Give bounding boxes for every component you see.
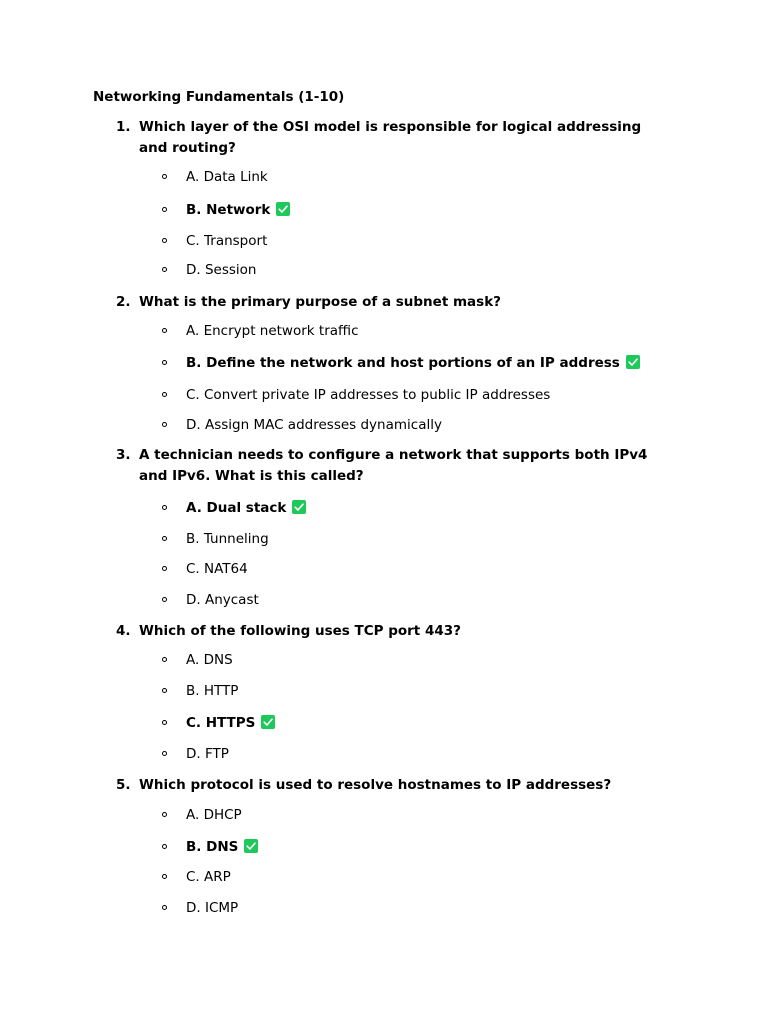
question-text: Which layer of the OSI model is responsible for logical addressing and routing? [139, 119, 642, 156]
option-label: D. FTP [186, 746, 229, 762]
question-text: Which of the following uses TCP port 443? [139, 623, 461, 639]
option-label: D. Anycast [186, 592, 259, 608]
bullet-icon [162, 267, 167, 272]
check-mark-icon [261, 715, 275, 729]
bullet-icon [162, 874, 167, 879]
option-label: C. Transport [186, 233, 268, 249]
bullet-icon [162, 657, 167, 662]
bullet-icon [162, 207, 167, 212]
bullet-icon [162, 844, 167, 849]
check-mark-icon [276, 202, 290, 216]
bullet-icon [162, 597, 167, 602]
bullet-icon [162, 505, 167, 510]
bullet-icon [162, 812, 167, 817]
option-label: A. DHCP [186, 807, 242, 823]
option-label: A. Encrypt network traffic [186, 323, 359, 339]
bullet-icon [162, 360, 167, 365]
question-number: 2. [116, 294, 131, 310]
option-label: B. Tunneling [186, 531, 269, 547]
option-label: A. Dual stack [186, 500, 287, 516]
option-label: A. DNS [186, 652, 233, 668]
question-number: 5. [116, 777, 131, 793]
question-text: What is the primary purpose of a subnet mask? [139, 294, 502, 310]
option-label: B. Define the network and host portions of an IP address [186, 355, 620, 371]
question-number: 4. [116, 623, 131, 639]
question-number: 1. [116, 119, 131, 135]
option-label: B. DNS [186, 839, 239, 855]
option-label: A. Data Link [186, 169, 268, 185]
bullet-icon [162, 751, 167, 756]
bullet-icon [162, 174, 167, 179]
option-label: D. ICMP [186, 900, 239, 916]
bullet-icon [162, 688, 167, 693]
question-text: A technician needs to configure a network that supports both IPv4 and IPv6. What is this called? [139, 447, 648, 484]
bullet-icon [162, 422, 167, 427]
check-mark-icon [244, 839, 258, 853]
option-label: C. Convert private IP addresses to public IP addresses [186, 387, 551, 403]
option-label: D. Session [186, 262, 257, 278]
option-label: C. NAT64 [186, 561, 248, 577]
option-label: B. Network [186, 202, 271, 218]
bullet-icon [162, 905, 167, 910]
question-text: Which protocol is used to resolve hostnames to IP addresses? [139, 777, 612, 793]
check-mark-icon [292, 500, 306, 514]
bullet-icon [162, 536, 167, 541]
question-number: 3. [116, 447, 131, 463]
bullet-icon [162, 392, 167, 397]
option-label: B. HTTP [186, 683, 239, 699]
bullet-icon [162, 238, 167, 243]
bullet-icon [162, 720, 167, 725]
option-label: D. Assign MAC addresses dynamically [186, 417, 442, 433]
option-label: C. ARP [186, 869, 231, 885]
check-mark-icon [626, 355, 640, 369]
section-title: Networking Fundamentals (1-10) [93, 89, 345, 105]
option-label: C. HTTPS [186, 715, 256, 731]
bullet-icon [162, 566, 167, 571]
bullet-icon [162, 328, 167, 333]
